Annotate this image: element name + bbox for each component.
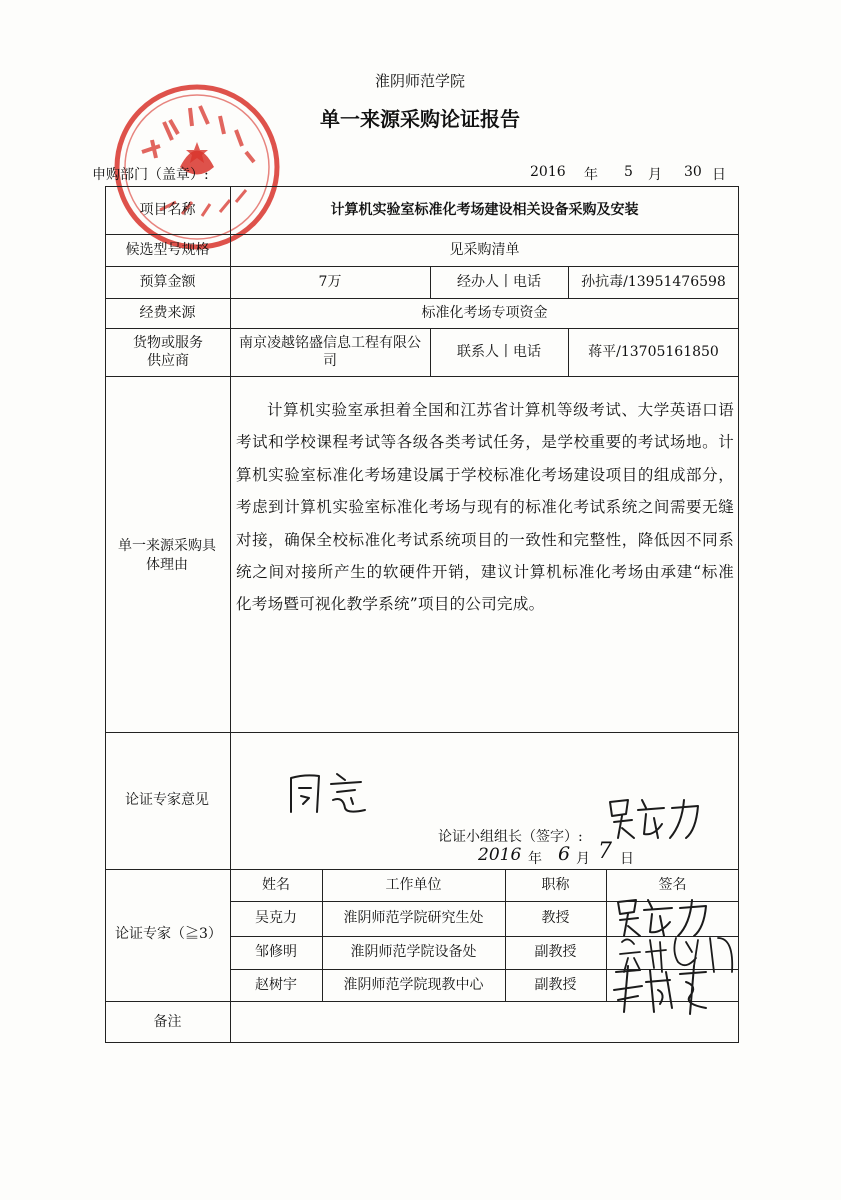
supplier-value: 南京凌越铭盛信息工程有限公司	[239, 334, 421, 369]
contact-value: 蒋平/13705161850	[588, 343, 719, 360]
application-date	[530, 164, 730, 184]
expert-title: 教授	[541, 910, 570, 927]
opinion-date	[478, 839, 648, 867]
expert-unit: 淮阴师范学院研究生处	[343, 910, 484, 927]
experts-header-title: 职称	[541, 876, 570, 893]
funding-source-value: 标准化考场专项资金	[421, 304, 548, 321]
remarks-value	[230, 1001, 739, 1043]
project-name-value: 计算机实验室标准化考场建设相关设备采购及安装	[330, 201, 639, 218]
reason-text: 计算机实验室承担着全国和江苏省计算机等级考试、大学英语口语考试和学校课程考试等各级各类考试任务，是学校重要的考试场地。计算机实验室标准化考场建设属于学校标准化考场建设项目的组成部分，考虑到计算机实验室标准化考场与现有的标准化考试系统之间需要无缝对接，确保全校标准化考试系统项目的一致性和完整性，降低因不同系统之间对接所产生的软硬件开销，建议计算机标准化考场由承建“标准化考场暨可视化教学系统”项目的公司完成。	[236, 401, 734, 614]
expert-title: 副教授	[534, 976, 577, 993]
opinion-date-month: 6	[558, 843, 571, 865]
handler-value: 孙抗毒/13951476598	[581, 273, 726, 290]
opinion-date-unit-month: 月	[576, 851, 590, 867]
experts-header-unit: 工作单位	[385, 876, 442, 893]
supplier-label: 货物或服务供应商	[133, 334, 203, 369]
expert-name: 吴克力	[255, 910, 297, 927]
leader-signature-label: 论证小组组长（签字）:	[438, 829, 583, 845]
budget-value: 7万	[318, 273, 342, 290]
reason-label: 单一来源采购具体理由	[118, 538, 216, 573]
expert-name: 邹修明	[255, 944, 297, 961]
expert-name: 赵树宇	[255, 976, 297, 993]
expert-opinion-label: 论证专家意见	[125, 791, 209, 808]
date-month: 5	[624, 164, 633, 180]
handwritten-approval-mark	[285, 768, 380, 818]
remarks-label: 备注	[153, 1013, 182, 1030]
funding-source-label: 经费来源	[139, 304, 196, 321]
handler-label: 经办人丨电话	[457, 273, 541, 290]
contact-label: 联系人丨电话	[457, 343, 541, 360]
expert-unit: 淮阴师范学院设备处	[350, 944, 477, 961]
date-unit-year: 年	[584, 167, 598, 183]
project-name-label: 项目名称	[139, 201, 196, 218]
opinion-date-unit-day: 日	[620, 851, 634, 867]
budget-label: 预算金额	[139, 273, 196, 290]
date-unit-month: 月	[648, 167, 662, 183]
date-year: 2016	[530, 164, 566, 180]
experts-label: 论证专家（≧3）	[115, 925, 222, 942]
experts-header-signature: 签名	[658, 876, 687, 893]
applicant-department-label: 申购部门（盖章）:	[92, 167, 209, 183]
opinion-date-day: 7	[598, 839, 612, 864]
opinion-date-year: 2016	[478, 845, 522, 865]
experts-header-name: 姓名	[262, 876, 290, 893]
leader-signature	[606, 794, 702, 844]
institution-name: 淮阴师范学院	[374, 71, 465, 90]
date-day: 30	[684, 164, 702, 180]
model-spec-value: 见采购清单	[449, 241, 520, 258]
expert-unit: 淮阴师范学院现教中心	[343, 976, 484, 993]
opinion-date-unit-year: 年	[528, 851, 542, 867]
expert-title: 副教授	[534, 944, 577, 961]
model-spec-label: 候选型号规格	[125, 241, 210, 258]
date-unit-day: 日	[712, 167, 726, 183]
document-title: 单一来源采购论证报告	[320, 106, 520, 131]
